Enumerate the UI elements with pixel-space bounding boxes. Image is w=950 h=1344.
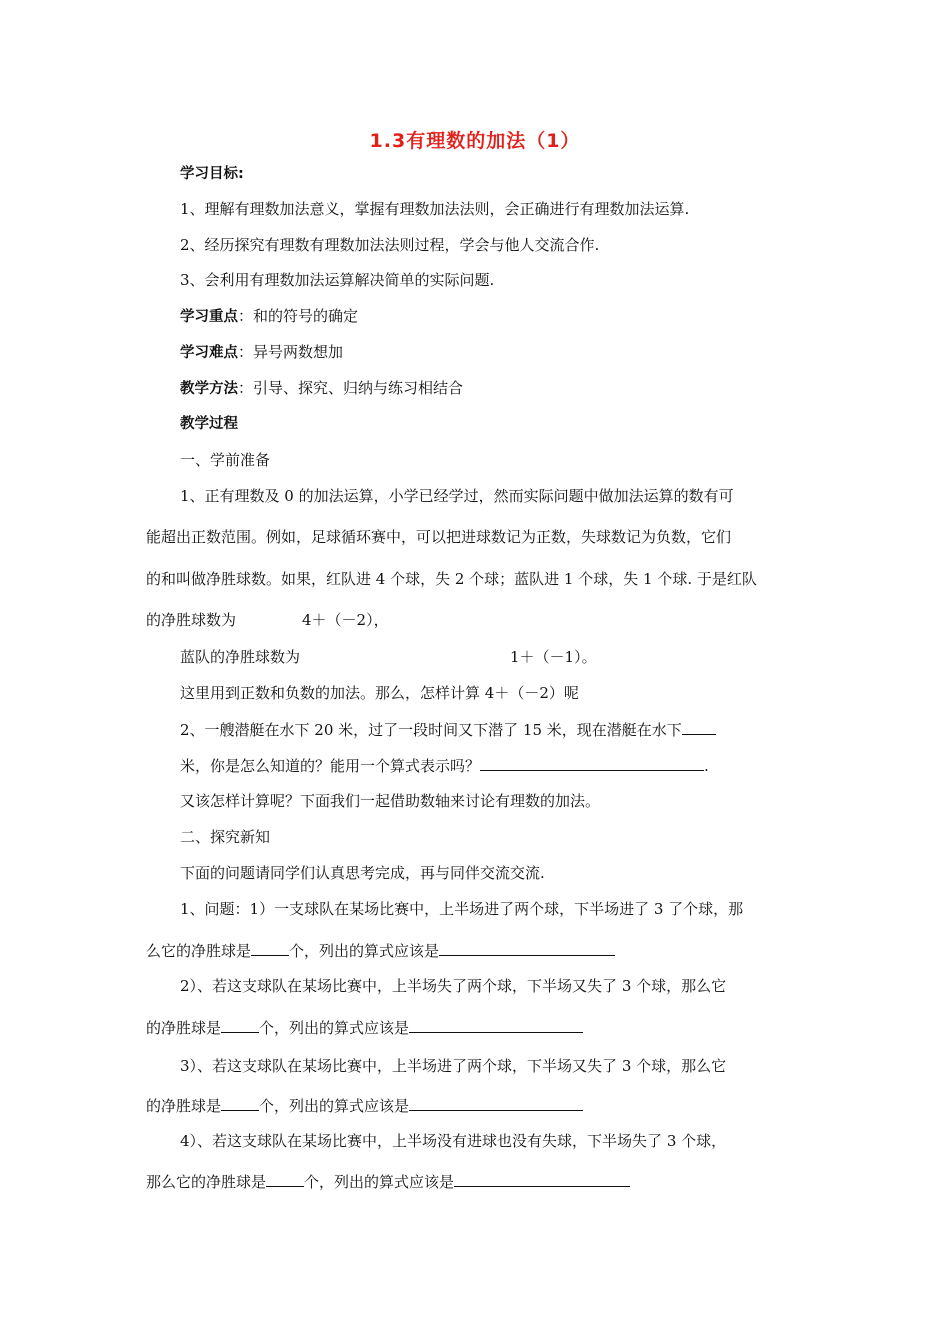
submarine-question: 2、一艘潜艇在水下 20 米，过了一段时间又下潜了 15 米，现在潜艇在水下 (180, 721, 682, 739)
prep-paragraph-1-line-4 (146, 610, 389, 630)
q1-expression-blank[interactable] (439, 940, 615, 956)
difficulty-label: 学习难点 (180, 345, 238, 361)
q3-text-b: 个，列出的算式应该是 (259, 1097, 410, 1115)
blue-team-expression: 1＋（－1）。 (510, 648, 597, 666)
q2-text-b: 个，列出的算式应该是 (259, 1019, 410, 1037)
prep-heading: 一、学前准备 (180, 451, 271, 469)
q4-text-a: 那么它的净胜球是 (146, 1173, 267, 1191)
document-title: 1.3有理数的加法（1） (369, 130, 581, 152)
question-1-line-1: 1、问题：1）一支球队在某场比赛中，上半场进了两个球，下半场进了 3 了个球，那 (180, 900, 744, 918)
q1-count-blank[interactable] (251, 940, 289, 956)
q1-text-a: 么它的净胜球是 (146, 942, 252, 960)
key-point-text: ：和的符号的确定 (238, 307, 359, 325)
explore-intro: 下面的问题请同学们认真思考完成，再与同伴交流交流. (180, 864, 545, 882)
q3-count-blank[interactable] (221, 1095, 259, 1111)
q2-count-blank[interactable] (221, 1017, 259, 1033)
prep-paragraph-1-line-3: 的和叫做净胜球数。如果，红队进 4 个球，失 2 个球；蓝队进 1 个球，失 1 个球. 于是红队 (146, 570, 757, 588)
q2-text-a: 的净胜球是 (146, 1019, 222, 1037)
question-2-line-1: 2）、若这支球队在某场比赛中，上半场失了两个球，下半场又失了 3 个球，那么它 (180, 977, 727, 995)
prep-paragraph-1-line-1: 1、正有理数及 0 的加法运算，小学已经学过，然而实际问题中做加法运算的数有可 (180, 487, 734, 505)
difficulty-text: ：异号两数想加 (238, 343, 344, 361)
red-team-expression: 4＋（－2）， (302, 611, 389, 629)
process-heading: 教学过程 (180, 416, 238, 432)
goal-item-2: 2、经历探究有理数有理数加法法则过程，学会与他人交流合作. (180, 236, 600, 254)
goal-item-1: 1、理解有理数加法意义，掌握有理数加法法则，会正确进行有理数加法运算. (180, 200, 690, 218)
period: . (704, 757, 709, 775)
depth-answer-blank[interactable] (682, 719, 716, 735)
q1-text-b: 个，列出的算式应该是 (289, 942, 440, 960)
q3-text-a: 的净胜球是 (146, 1097, 222, 1115)
key-point (180, 306, 358, 327)
explore-heading: 二、探究新知 (180, 828, 271, 846)
question-3-line-1: 3）、若这支球队在某场比赛中，上半场进了两个球，下半场又失了 3 个球，那么它 (180, 1057, 727, 1075)
question-4-line-2 (146, 1171, 630, 1192)
prep-paragraph-2-line-2 (180, 755, 709, 776)
prep-paragraph-1-line-2: 能超出正数范围。例如，足球循环赛中，可以把进球数记为正数，失球数记为负数，它们 (146, 528, 732, 546)
red-team-label: 的净胜球数为 (146, 611, 237, 629)
prep-paragraph-1-line-5 (180, 647, 597, 667)
question-2-line-2 (146, 1017, 583, 1038)
q3-expression-blank[interactable] (409, 1095, 583, 1111)
teaching-method (180, 378, 463, 399)
prep-paragraph-2-line-1 (180, 719, 716, 740)
submarine-question-cont: 米，你是怎么知道的？能用一个算式表示吗？ (180, 757, 481, 775)
question-4-line-1: 4）、若这支球队在某场比赛中，上半场没有进球也没有失球，下半场失了 3 个球， (180, 1132, 727, 1150)
key-point-label: 学习重点 (180, 309, 238, 325)
q4-text-b: 个，列出的算式应该是 (304, 1173, 455, 1191)
method-text: ：引导、探究、归纳与练习相结合 (238, 379, 464, 397)
blue-team-label: 蓝队的净胜球数为 (180, 648, 301, 666)
q2-expression-blank[interactable] (409, 1017, 583, 1033)
expression-answer-blank[interactable] (480, 755, 704, 771)
goal-item-3: 3、会利用有理数加法运算解决简单的实际问题. (180, 271, 495, 289)
prep-paragraph-1-line-6: 这里用到正数和负数的加法。那么，怎样计算 4＋（－2）呢 (180, 684, 579, 702)
q4-expression-blank[interactable] (454, 1171, 630, 1187)
prep-paragraph-2-line-3: 又该怎样计算呢？下面我们一起借助数轴来讨论有理数的加法。 (180, 792, 601, 810)
method-label: 教学方法 (180, 381, 238, 397)
difficulty (180, 342, 343, 363)
goals-heading: 学习目标: (180, 166, 244, 182)
question-3-line-2 (146, 1095, 583, 1116)
question-1-line-2 (146, 940, 615, 961)
q4-count-blank[interactable] (266, 1171, 304, 1187)
